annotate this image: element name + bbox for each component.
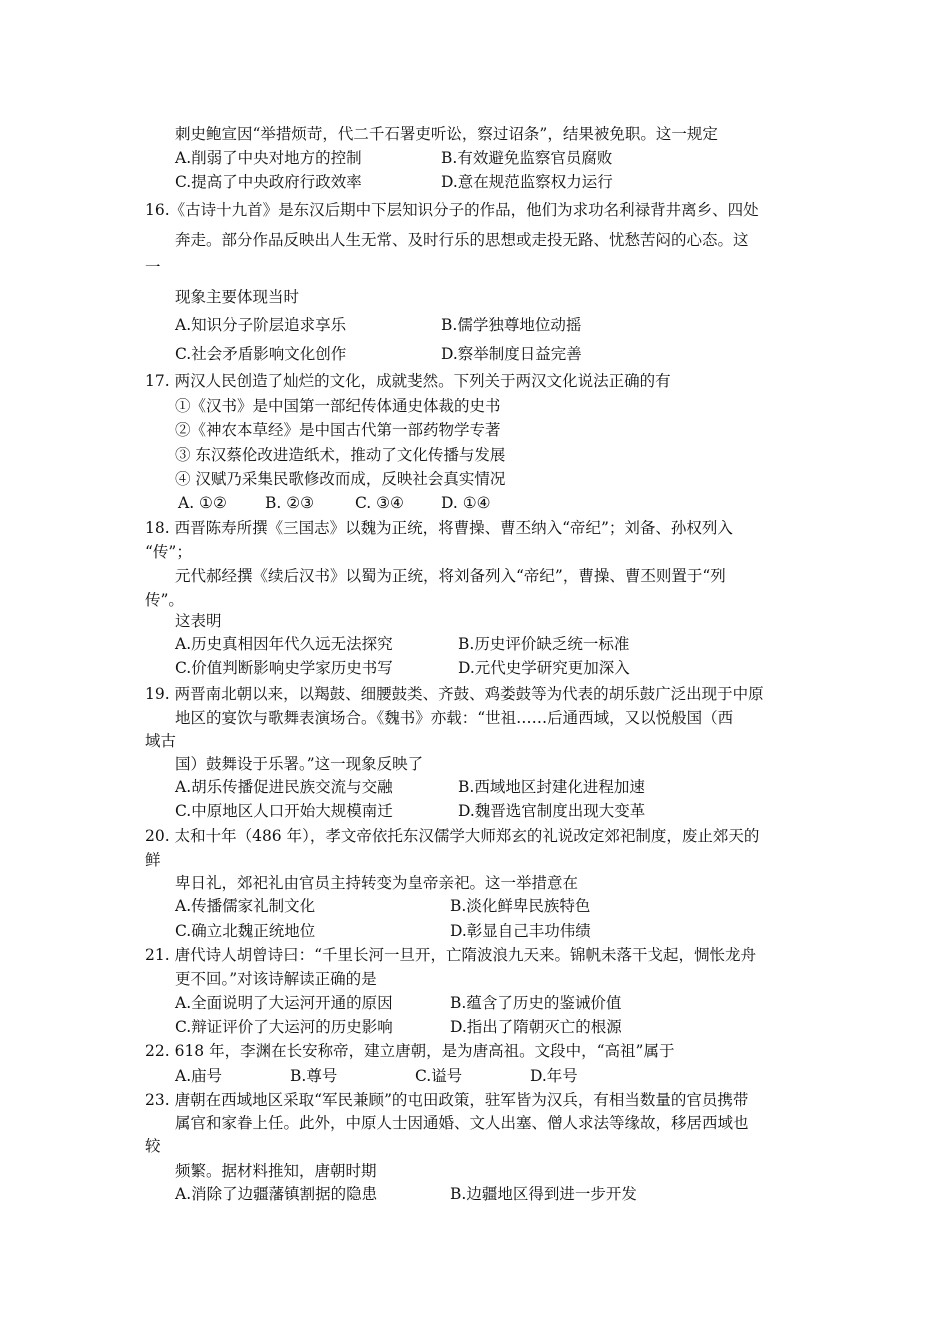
- text-line: 21. 唐代诗人胡曾诗曰：“千里长河一旦开，亡隋波浪九天来。锦帆未落干戈起，惆怅龙舟: [145, 946, 757, 964]
- text-line: B.淡化鲜卑民族特色: [450, 897, 591, 915]
- text-line: D.指出了隋朝灭亡的根源: [450, 1018, 622, 1036]
- text-line: A.消除了边疆藩镇割据的隐患: [175, 1185, 378, 1203]
- text-line: 23. 唐朝在西域地区采取“军民兼顾”的屯田政策，驻军皆为汉兵，有相当数量的官员携带: [145, 1091, 749, 1109]
- text-line: ③ 东汉蔡伦改进造纸术，推动了文化传播与发展: [175, 446, 506, 464]
- text-line: “传”；: [145, 543, 192, 561]
- text-line: 频繁。据材料推知，唐朝时期: [175, 1162, 377, 1180]
- text-line: 国）鼓舞设于乐署。”这一现象反映了: [175, 755, 424, 773]
- text-line: D. ①④: [441, 494, 491, 512]
- text-line: 这表明: [175, 612, 222, 630]
- text-line: C.确立北魏正统地位: [175, 922, 316, 940]
- text-line: 19. 两晋南北朝以来，以羯鼓、细腰鼓类、齐鼓、鸡娄鼓等为代表的胡乐鼓广泛出现于中原: [145, 685, 764, 703]
- text-line: 更不回。”对该诗解读正确的是: [175, 970, 377, 988]
- text-line: D.意在规范监察权力运行: [441, 173, 613, 191]
- text-line: A.削弱了中央对地方的控制: [175, 149, 362, 167]
- text-line: ①《汉书》是中国第一部纪传体通史体裁的史书: [175, 397, 501, 415]
- text-line: 17. 两汉人民创造了灿烂的文化，成就斐然。下列关于两汉文化说法正确的有: [145, 372, 671, 390]
- text-line: B. ②③: [265, 494, 315, 512]
- text-line: C.谥号: [415, 1067, 463, 1085]
- text-line: 传”。: [145, 591, 184, 609]
- text-line: B.有效避免监察官员腐败: [441, 149, 613, 167]
- text-line: 地区的宴饮与歌舞表演场合。《魏书》亦载：“世祖……后通西域，又以悦般国（西: [175, 709, 734, 727]
- text-line: D.彰显自己丰功伟绩: [450, 922, 591, 940]
- text-line: B.蕴含了历史的鉴诫价值: [450, 994, 622, 1012]
- text-line: A.知识分子阶层追求享乐: [175, 316, 347, 334]
- text-line: D.察举制度日益完善: [441, 345, 582, 363]
- text-line: 域古: [145, 732, 177, 750]
- text-line: ④ 汉赋乃采集民歌修改而成，反映社会真实情况: [175, 470, 506, 488]
- text-line: 现象主要体现当时: [175, 288, 300, 306]
- text-line: A.传播儒家礼制文化: [175, 897, 316, 915]
- text-line: 较: [145, 1137, 161, 1155]
- text-line: 16.《古诗十九首》是东汉后期中下层知识分子的作品，他们为求功名利禄背井离乡、四处: [145, 201, 759, 219]
- text-line: 鲜: [145, 851, 161, 869]
- text-line: C.中原地区人口开始大规模南迁: [175, 802, 393, 820]
- text-line: A.庙号: [175, 1067, 223, 1085]
- text-line: A.全面说明了大运河开通的原因: [175, 994, 393, 1012]
- text-line: 奔走。部分作品反映出人生无常、及时行乐的思想或走投无路、忧愁苦闷的心态。这: [175, 231, 749, 249]
- text-line: C.价值判断影响史学家历史书写: [175, 659, 393, 677]
- text-line: D.年号: [530, 1067, 578, 1085]
- text-line: D.魏晋选官制度出现大变革: [458, 802, 646, 820]
- text-line: B.边疆地区得到进一步开发: [450, 1185, 637, 1203]
- text-line: B.儒学独尊地位动摇: [441, 316, 582, 334]
- text-line: B.尊号: [290, 1067, 338, 1085]
- text-line: 属官和家眷上任。此外，中原人士因通婚、文人出塞、僧人求法等缘故，移居西域也: [175, 1114, 749, 1132]
- text-line: 卑日礼，郊祀礼由官员主持转变为皇帝亲祀。这一举措意在: [175, 874, 579, 892]
- text-line: C. ③④: [355, 494, 404, 512]
- text-line: C.辩证评价了大运河的历史影响: [175, 1018, 393, 1036]
- text-line: A.胡乐传播促进民族交流与交融: [175, 778, 393, 796]
- text-line: 元代郝经撰《续后汉书》以蜀为正统，将刘备列入“帝纪”，曹操、曹丕则置于“列: [175, 567, 726, 585]
- text-line: C.社会矛盾影响文化创作: [175, 345, 347, 363]
- text-line: 20. 太和十年（486 年），孝文帝依托东汉儒学大师郑玄的礼说改定郊祀制度，废止郊天的: [145, 827, 760, 845]
- text-line: B.西域地区封建化进程加速: [458, 778, 645, 796]
- text-line: A. ①②: [178, 494, 227, 512]
- text-line: C.提高了中央政府行政效率: [175, 173, 362, 191]
- text-line: 刺史鲍宣因“举措烦苛，代二千石署吏听讼，察过诏条”，结果被免职。这一规定: [175, 125, 718, 143]
- text-line: 22. 618 年，李渊在长安称帝，建立唐朝，是为唐高祖。文段中，“高祖”属于: [145, 1042, 675, 1060]
- text-line: 一: [145, 258, 161, 276]
- text-line: B.历史评价缺乏统一标准: [458, 635, 630, 653]
- text-line: 18. 西晋陈寿所撰《三国志》以魏为正统，将曹操、曹丕纳入“帝纪”；刘备、孙权列入: [145, 519, 733, 537]
- text-line: A.历史真相因年代久远无法探究: [175, 635, 393, 653]
- text-line: D.元代史学研究更加深入: [458, 659, 630, 677]
- text-line: ②《神农本草经》是中国古代第一部药物学专著: [175, 421, 501, 439]
